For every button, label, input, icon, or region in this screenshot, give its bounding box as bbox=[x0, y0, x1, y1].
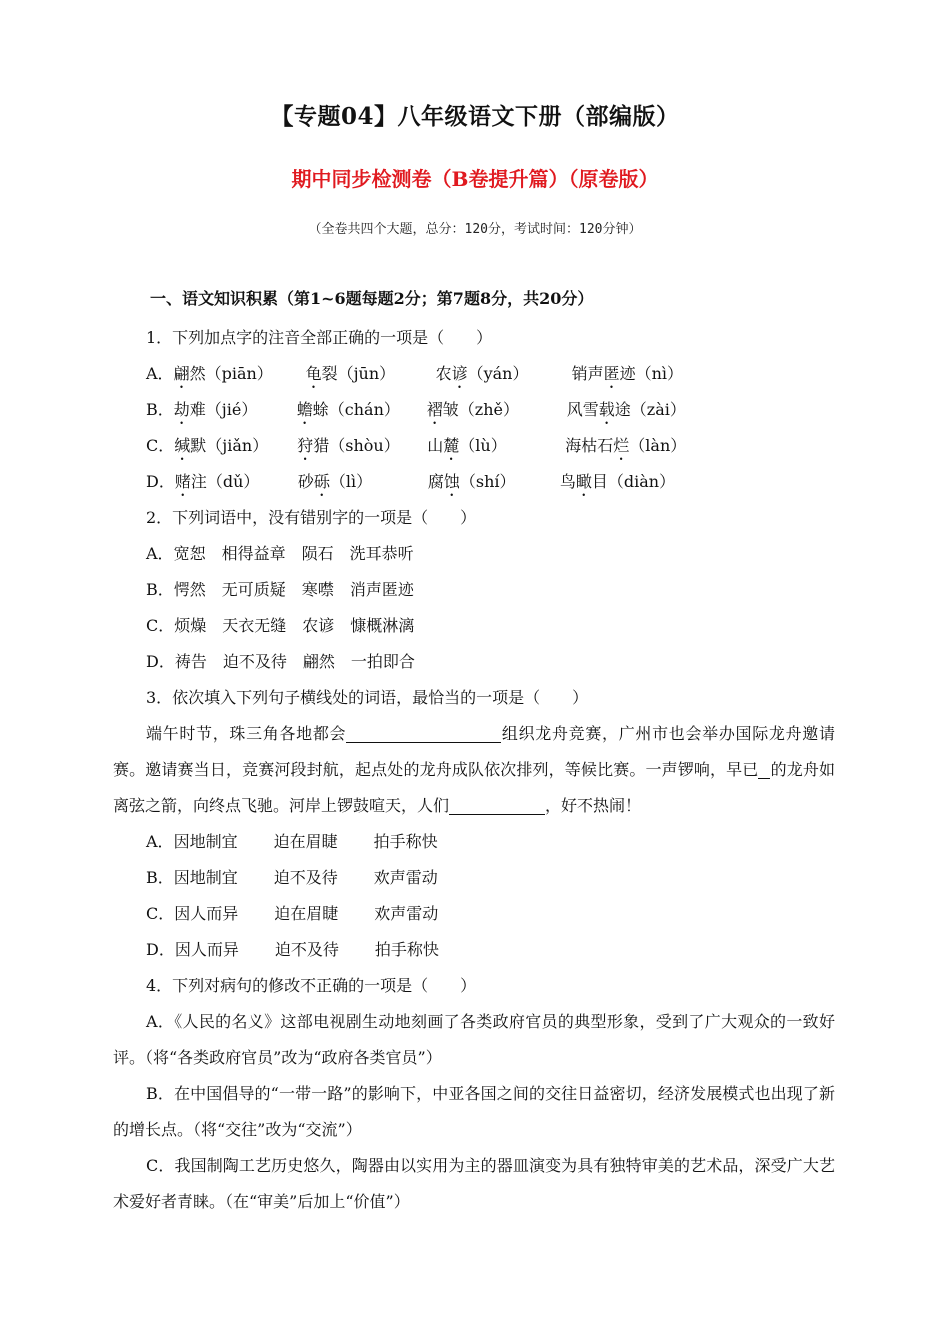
document-title: 【专题04】八年级语文下册（部编版） bbox=[270, 103, 680, 130]
pinyin-item: 劫难（jié） bbox=[173, 400, 258, 419]
question-stem: 2．下列词语中，没有错别字的一项是（ ） bbox=[146, 508, 477, 527]
option-row: B．因地制宜 迫不及待 欢声雷动 bbox=[146, 868, 438, 887]
pinyin-item: 赌注（dǔ） bbox=[174, 472, 260, 491]
option-label: C． bbox=[146, 436, 175, 455]
pinyin-item: 砂砾（lì） bbox=[297, 472, 373, 491]
pinyin-item: 销声匿迹（nì） bbox=[571, 364, 684, 383]
option-row bbox=[113, 464, 835, 500]
option-row bbox=[113, 428, 835, 464]
pinyin-item: 翩然（piān） bbox=[173, 364, 273, 383]
option-paragraph: B．在中国倡导的“一带一路”的影响下，中亚各国之间的交往日益密切，经济发展模式也出现了新的增长点。（将“交往”改为“交流”） bbox=[113, 1084, 835, 1139]
option-label: D． bbox=[146, 472, 175, 491]
option-row: B．愕然 无可质疑 寒噤 消声匿迹 bbox=[146, 580, 414, 599]
option-label: B． bbox=[146, 400, 174, 419]
fill-blank[interactable] bbox=[346, 724, 501, 743]
option-row: A．宽恕 相得益章 陨石 洗耳恭听 bbox=[146, 544, 414, 563]
pinyin-item: 鸟瞰目（diàn） bbox=[559, 472, 676, 491]
question-stem: 4．下列对病句的修改不正确的一项是（ ） bbox=[146, 976, 477, 995]
document-subtitle: 期中同步检测卷（B卷提升篇）（原卷版） bbox=[291, 167, 659, 191]
option-row: C．因人而异 迫在眉睫 欢声雷动 bbox=[146, 904, 439, 923]
pinyin-item: 龟裂（jūn） bbox=[305, 364, 396, 383]
exam-info-note: （全卷共四个大题，总分：120分，考试时间：120分钟） bbox=[308, 222, 642, 237]
pinyin-item: 海枯石烂（làn） bbox=[565, 436, 687, 455]
option-row: D．因人而异 迫不及待 拍手称快 bbox=[146, 940, 439, 959]
pinyin-item: 缄默（jiǎn） bbox=[174, 436, 269, 455]
question-passage: 端午时节，珠三角各地都会 组织龙舟竞赛，广州市也会举办国际龙舟邀请赛。邀请赛当日，竞赛河段封航，起点处的龙舟成队依次排列，等候比赛。一声锣响，早已 的龙舟如离弦之箭，向终点飞驰。河岸上锣鼓喧天，人们 ，好不热闹！ bbox=[113, 724, 835, 815]
option-row: A．因地制宜 迫在眉睫 拍手称快 bbox=[146, 832, 438, 851]
option-row bbox=[113, 356, 835, 392]
question-body bbox=[113, 320, 835, 1220]
question-stem: 3．依次填入下列句子横线处的词语，最恰当的一项是（ ） bbox=[146, 688, 589, 707]
pinyin-item: 褶皱（zhě） bbox=[426, 400, 519, 419]
pinyin-item: 农谚（yán） bbox=[435, 364, 529, 383]
option-row bbox=[113, 392, 835, 428]
option-row: C．烦燥 天衣无缝 农谚 慷概淋漓 bbox=[146, 616, 415, 635]
pinyin-item: 风雪载途（zài） bbox=[566, 400, 686, 419]
fill-blank[interactable] bbox=[758, 760, 770, 779]
option-label: A． bbox=[146, 364, 174, 383]
question-stem: 1．下列加点字的注音全部正确的一项是（ ） bbox=[146, 328, 493, 347]
pinyin-item: 腐蚀（shí） bbox=[427, 472, 516, 491]
pinyin-item: 山麓（lù） bbox=[427, 436, 507, 455]
section-heading: 一、语文知识积累（第1~6题每题2分；第7题8分，共20分） bbox=[150, 289, 594, 308]
fill-blank[interactable] bbox=[449, 796, 545, 815]
pinyin-item: 蟾蜍（chán） bbox=[296, 400, 400, 419]
option-paragraph: C．我国制陶工艺历史悠久，陶器由以实用为主的器皿演变为具有独特审美的艺术品，深受广大艺术爱好者青睐。（在“审美”后加上“价值”） bbox=[113, 1156, 835, 1211]
option-paragraph: A．《人民的名义》这部电视剧生动地刻画了各类政府官员的典型形象，受到了广大观众的一致好评。（将“各类政府官员”改为“政府各类官员”） bbox=[113, 1012, 835, 1067]
option-row: D．祷告 迫不及待 翩然 一拍即合 bbox=[146, 652, 415, 671]
pinyin-item: 狩猎（shòu） bbox=[297, 436, 400, 455]
